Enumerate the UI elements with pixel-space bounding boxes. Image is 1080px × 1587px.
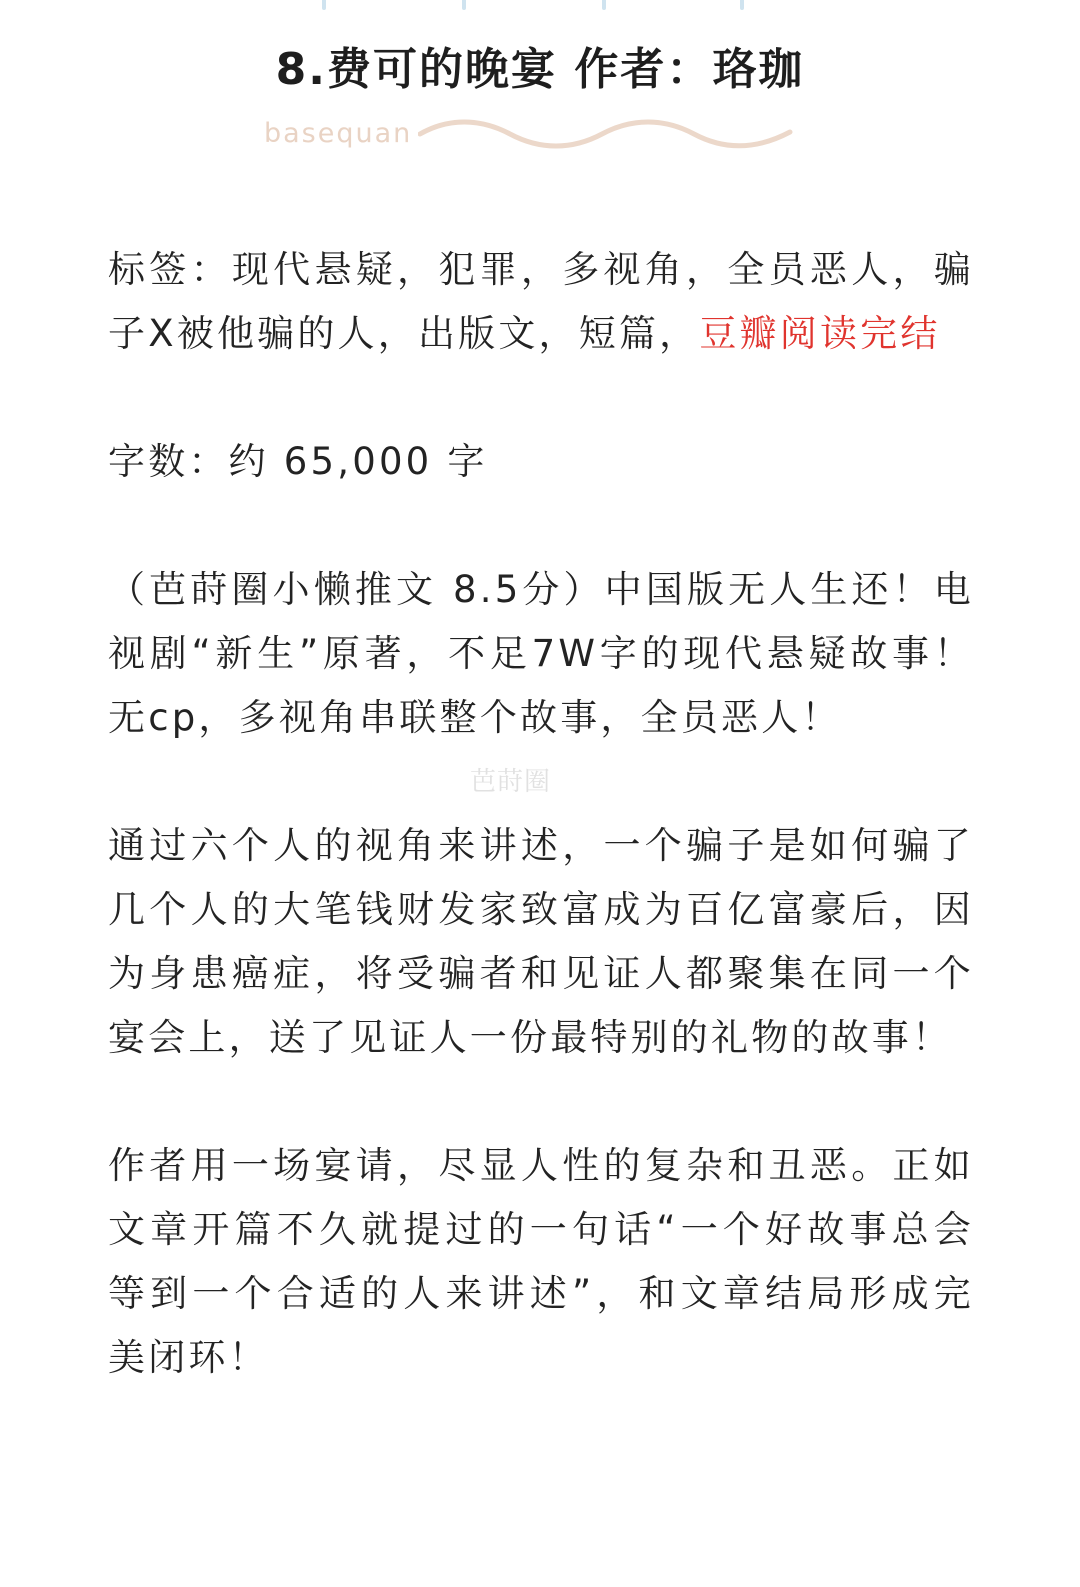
decor-tick — [740, 0, 744, 10]
paragraph-spacer — [108, 494, 974, 558]
article-body — [108, 238, 974, 1390]
word-count: 字数：约 65,000 字 — [108, 440, 488, 483]
tags-highlight: 豆瓣阅读完结 — [699, 312, 941, 355]
decor-tick — [462, 0, 466, 10]
title-ornament — [264, 112, 824, 156]
review-paragraph-2: 通过六个人的视角来讲述，一个骗子是如何骗了几个人的大笔钱财发家致富成为百亿富豪后，因为身患癌症，将受骗者和见证人都聚集在同一个宴会上，送了见证人一份最特别的礼物的故事！ — [108, 824, 974, 1059]
brand-watermark: basequan — [264, 118, 413, 149]
paragraph-spacer — [108, 1070, 974, 1134]
overlay-watermark: 芭莳圈 — [470, 767, 552, 797]
tags-text: 标签：现代悬疑，犯罪，多视角，全员恶人，骗子X被他骗的人，出版文，短篇， — [108, 248, 974, 355]
wave-divider-icon — [418, 116, 794, 152]
decor-tick — [322, 0, 326, 10]
review-paragraph-1: （芭莳圈小懒推文 8.5分）中国版无人生还！电视剧“新生”原著，不足7W字的现代悬疑故事！无cp，多视角串联整个故事，全员恶人！ — [108, 568, 974, 739]
page-title: 8.费可的晚宴 作者：珞珈 — [275, 44, 805, 95]
tags-line — [108, 238, 974, 366]
review-paragraph-3: 作者用一场宴请，尽显人性的复杂和丑恶。正如文章开篇不久就提过的一句话“一个好故事总会等到一个合适的人来讲述”，和文章结局形成完美闭环！ — [108, 1144, 974, 1379]
decor-tick — [602, 0, 606, 10]
top-decoration — [0, 0, 1080, 12]
paragraph-spacer — [108, 366, 974, 430]
